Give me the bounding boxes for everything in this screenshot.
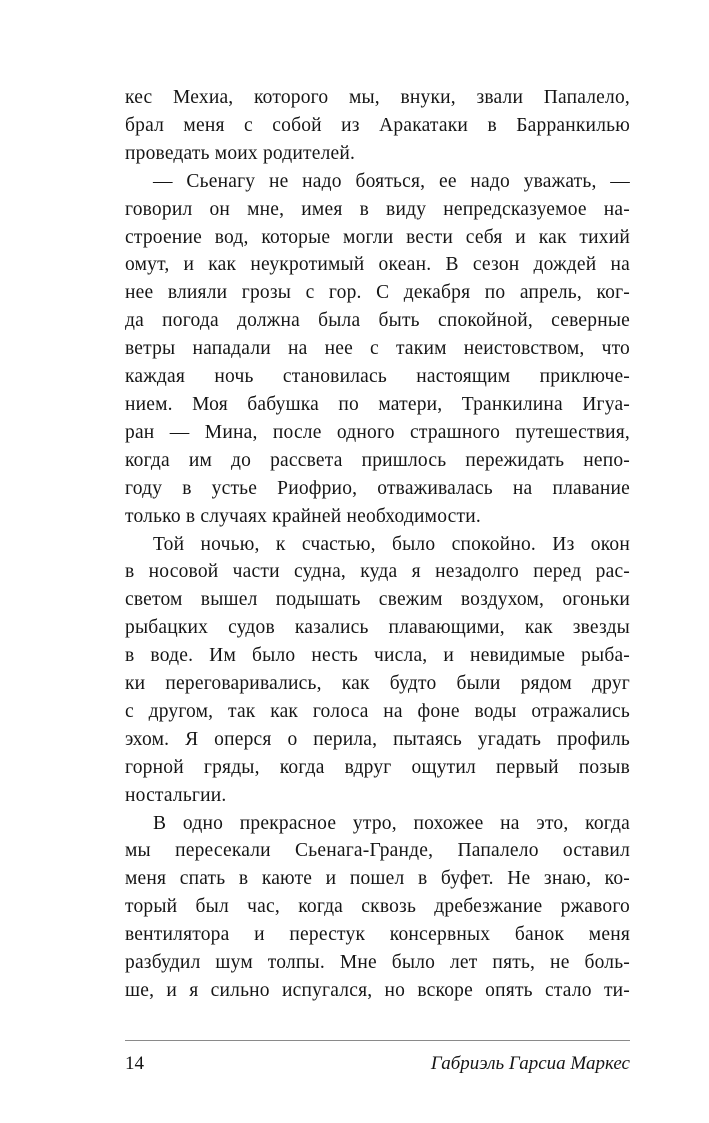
text-line: говорил он мне, имея в виду непредсказуемое на- bbox=[125, 198, 630, 220]
text-line: светом вышел подышать свежим воздухом, огоньки bbox=[125, 589, 630, 611]
text-line: да погода должна была быть спокойной, северные bbox=[125, 310, 630, 332]
text-line: Той ночью, к счастью, было спокойно. Из окон bbox=[153, 533, 630, 555]
text-line: ше, и я сильно испугался, но вскоре опять стало ти- bbox=[125, 980, 630, 1001]
paragraph bbox=[125, 810, 630, 1005]
text-line: когда им до рассвета пришлось пережидать непо- bbox=[125, 449, 630, 471]
text-line: горной гряды, когда вдруг ощутил первый позыв bbox=[125, 756, 630, 778]
text-line: торый был час, когда сквозь дребезжание ржавого bbox=[125, 896, 630, 918]
text-line: рыбацких судов казались плавающими, как звезды bbox=[125, 617, 630, 639]
text-line: проведать моих родителей. bbox=[125, 142, 356, 164]
text-line: ран — Мина, после одного страшного путешествия, bbox=[125, 421, 630, 443]
footer-row bbox=[125, 1052, 630, 1076]
page-footer bbox=[125, 1040, 630, 1076]
text-line: брал меня с собой из Аракатаки в Барранкилью bbox=[125, 114, 630, 136]
text-line: меня спать в каюте и пошел в буфет. Не знаю, ко- bbox=[125, 868, 630, 890]
text-line: кес Мехиа, которого мы, внуки, звали Папалело, bbox=[125, 87, 630, 108]
text-line: году в устье Риофрио, отваживалась на плавание bbox=[125, 477, 630, 499]
text-line: ки переговаривались, как будто были рядом друг bbox=[125, 673, 630, 695]
running-title: Габриэль Гарсиа Маркес bbox=[430, 1053, 630, 1074]
paragraph bbox=[125, 531, 630, 810]
text-line: строение вод, которые могли вести себя и как тихий bbox=[125, 226, 630, 248]
text-line: ностальгии. bbox=[125, 784, 227, 806]
text-line: вентилятора и перестук консервных банок меня bbox=[125, 924, 630, 946]
text-line: нее влияли грозы с гор. С декабря по апрель, ког- bbox=[125, 282, 630, 304]
text-line: в носовой части судна, куда я незадолго перед рас- bbox=[125, 561, 630, 583]
text-line: разбудил шум толпы. Мне было лет пять, не боль- bbox=[125, 952, 630, 974]
text-line: каждая ночь становилась настоящим приключе- bbox=[125, 366, 630, 388]
text-line: ветры нападали на нее с таким неистовством, что bbox=[125, 338, 630, 360]
text-line: омут, и как неукротимый океан. В сезон дождей на bbox=[125, 254, 630, 276]
text-line: нием. Моя бабушка по матери, Транкилина Игуа- bbox=[125, 393, 630, 415]
page-number: 14 bbox=[125, 1053, 144, 1074]
footer-rule bbox=[125, 1040, 630, 1041]
text-line: с другом, так как голоса на фоне воды отражались bbox=[125, 700, 630, 722]
page-text bbox=[125, 84, 630, 1005]
text-line: в воде. Им было несть числа, и невидимые рыба- bbox=[125, 645, 630, 667]
paragraph bbox=[125, 168, 630, 531]
text-line: — Сьенагу не надо бояться, ее надо уважать, — bbox=[153, 170, 630, 192]
text-line: только в случаях крайней необходимости. bbox=[125, 505, 481, 527]
paragraph bbox=[125, 84, 630, 168]
text-line: мы пересекали Сьенага-Гранде, Папалело оставил bbox=[125, 840, 630, 862]
text-line: В одно прекрасное утро, похожее на это, когда bbox=[153, 812, 630, 834]
text-line: эхом. Я оперся о перила, пытаясь угадать профиль bbox=[125, 728, 630, 750]
